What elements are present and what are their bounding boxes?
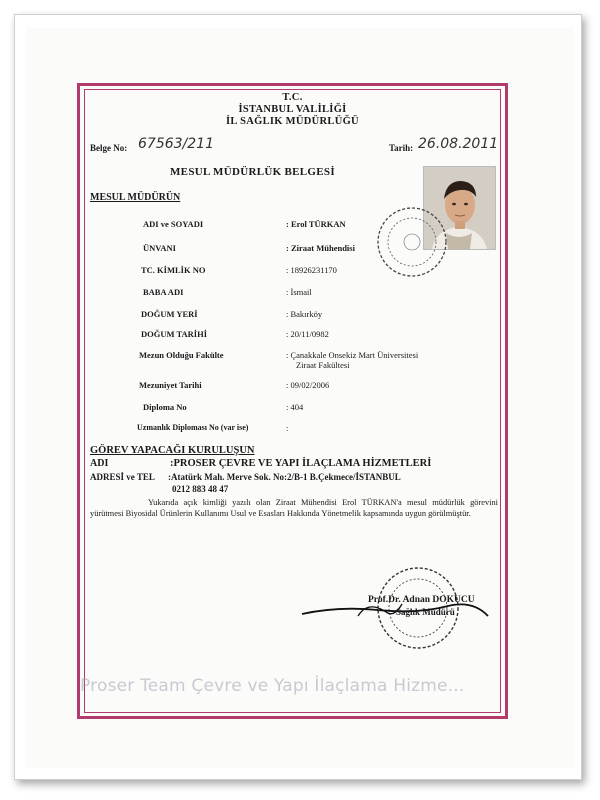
field-label-tckimlik: TC. KİMLİK NO (141, 265, 206, 275)
field-value-fakulte: : Çanakkale Onsekiz Mart Üniversitesi (286, 350, 419, 360)
header-mudurluk: İL SAĞLIK MÜDÜRLÜĞÜ (226, 116, 359, 127)
field-value-adi: : Erol TÜRKAN (286, 219, 346, 229)
field-value-unvan: : Ziraat Mühendisi (286, 243, 355, 253)
field-label-diploma: Diploma No (143, 402, 187, 412)
header-tc: T.C. (282, 92, 303, 103)
field-value-uzmanlik: : (286, 423, 289, 433)
org-adres-value: :Atatürk Mah. Merve Sok. No:2/B-1 B.Çekmece/İSTANBUL (168, 472, 401, 482)
field-label-mezuniyet: Mezuniyet Tarihi (139, 380, 202, 390)
signatory-role: Sağlık Müdürü (396, 607, 455, 617)
header-valilik: İSTANBUL VALİLİĞİ (238, 104, 347, 115)
field-label-uzmanlik: Uzmanlık Diploması No (var ise) (137, 423, 249, 432)
org-adres-label: ADRESİ ve TEL (90, 472, 155, 482)
field-value-dogum-yeri: : Bakırköy (286, 309, 323, 319)
field-value-mezuniyet: : 09/02/2006 (286, 380, 330, 390)
org-adi-value: :PROSER ÇEVRE VE YAPI İLAÇLAMA HİZMETLERİ (170, 458, 432, 469)
org-adi-label: ADI (90, 458, 109, 469)
field-value-diploma: : 404 (286, 402, 304, 412)
field-value-tckimlik: : 18926231170 (286, 265, 337, 275)
watermark-text: Proser Team Çevre ve Yapı İlaçlama Hizme... (80, 676, 465, 696)
section-kurulus: GÖREV YAPACAĞI KURULUŞUN (90, 445, 255, 456)
belge-no-value: 67563/211 (138, 136, 214, 152)
field-label-dogum-yeri: DOĞUM YERİ (141, 309, 198, 319)
official-stamp (372, 200, 450, 284)
field-value-fakulte-line2: Ziraat Fakültesi (296, 360, 350, 370)
field-label-dogum-tarihi: DOĞUM TARİHİ (141, 329, 208, 339)
field-label-adi: ADI ve SOYADI (143, 219, 204, 229)
field-label-unvan: ÜNVANI (143, 243, 176, 253)
tarih-label: Tarih: (389, 143, 414, 153)
signatory-name: Prof.Dr. Adnan DOKUCU (368, 595, 475, 605)
document-title: MESUL MÜDÜRLÜK BELGESİ (170, 166, 335, 178)
tarih-value: 26.08.2011 (418, 136, 499, 152)
section-mesul-muduru: MESUL MÜDÜRÜN (90, 192, 181, 203)
field-value-dogum-tarihi: : 20/11/0982 (286, 329, 329, 339)
field-label-fakulte: Mezun Olduğu Fakülte (139, 350, 224, 360)
field-label-baba: BABA ADI (143, 287, 184, 297)
belge-no-label: Belge No: (90, 143, 128, 153)
field-value-baba: : İsmail (286, 287, 312, 297)
org-tel: 0212 883 48 47 (172, 484, 229, 494)
approval-paragraph: Yukarıda açık kimliği yazılı olan Ziraat Mühendisi Erol TÜRKAN'a mesul müdürlük görevini yürütmesi Biyosidal Ürünlerin Kullanımı Usul ve Esasları Hakkında Yönetmelik kapsamında uygun görülmüştür. (90, 498, 498, 518)
